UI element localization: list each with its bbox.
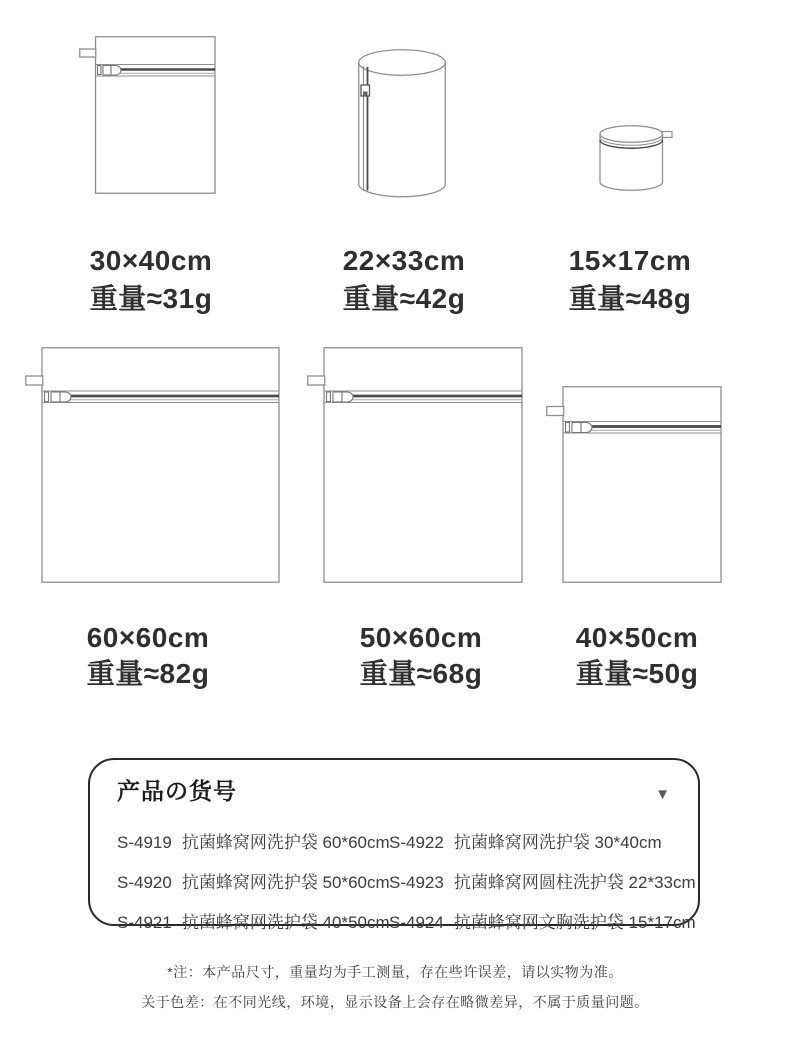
spec-60x60 bbox=[38, 620, 258, 692]
spec-size: 15×17cm bbox=[568, 245, 692, 276]
cylinder-top bbox=[359, 50, 446, 76]
bag-bra-cylinder-drawing bbox=[598, 124, 676, 194]
sku-code: S-4921 bbox=[117, 912, 172, 932]
sku-code: S-4920 bbox=[117, 872, 172, 892]
spec-size: 22×33cm bbox=[342, 245, 466, 276]
spec-weight: 重量≈82g bbox=[86, 658, 210, 689]
sku-code: S-4923 bbox=[389, 872, 444, 892]
bag-30x40-drawing bbox=[79, 36, 216, 194]
sku-item bbox=[117, 828, 389, 853]
spec-weight: 重量≈50g bbox=[575, 658, 699, 689]
spec-15x17 bbox=[520, 242, 740, 318]
sku-list bbox=[117, 820, 696, 940]
bag-body bbox=[324, 348, 522, 583]
sku-item bbox=[117, 908, 389, 933]
hang-tab bbox=[26, 376, 43, 385]
spec-size: 30×40cm bbox=[89, 245, 213, 276]
bag-body bbox=[563, 387, 721, 583]
bag-50x60-drawing bbox=[307, 347, 523, 583]
cylinder-top bbox=[600, 126, 663, 143]
sku-code: S-4922 bbox=[389, 832, 444, 852]
spec-22x33 bbox=[294, 242, 514, 318]
sku-name: 抗菌蜂窝网洗护袋 40*50cm bbox=[181, 912, 390, 932]
spec-size: 40×50cm bbox=[575, 622, 699, 653]
spec-weight: 重量≈68g bbox=[359, 658, 483, 689]
dropdown-triangle-icon: ▼ bbox=[655, 786, 670, 803]
spec-size: 50×60cm bbox=[359, 622, 483, 653]
sku-item bbox=[117, 868, 389, 893]
bag-cylinder-drawing bbox=[356, 49, 448, 199]
spec-size: 60×60cm bbox=[86, 622, 210, 653]
sku-code: S-4924 bbox=[389, 912, 444, 932]
sku-item bbox=[389, 868, 696, 893]
sku-box-title: 产品の货号 bbox=[117, 778, 237, 804]
note-measurement: *注：本产品尺寸，重量均为手工测量，存在些许误差，请以实物为准。 bbox=[167, 964, 623, 980]
spec-50x60 bbox=[311, 620, 531, 692]
spec-weight: 重量≈31g bbox=[89, 283, 213, 314]
note-color-difference: 关于色差：在不同光线，环境，显示设备上会存在略微差异，不属于质量问题。 bbox=[141, 994, 649, 1010]
sku-name: 抗菌蜂窝网圆柱洗护袋 22*33cm bbox=[453, 872, 696, 892]
sku-name: 抗菌蜂窝网文胸洗护袋 15*17cm bbox=[453, 912, 696, 932]
bag-body bbox=[96, 37, 216, 194]
sku-name: 抗菌蜂窝网洗护袋 50*60cm bbox=[181, 872, 390, 892]
bag-40x50-drawing bbox=[546, 386, 722, 583]
zipper-pull-icon bbox=[111, 66, 121, 76]
hang-tab bbox=[547, 407, 564, 416]
spec-weight: 重量≈48g bbox=[568, 283, 692, 314]
spec-40x50 bbox=[527, 620, 747, 692]
spec-weight: 重量≈42g bbox=[342, 283, 466, 314]
sku-name: 抗菌蜂窝网洗护袋 30*40cm bbox=[453, 832, 662, 852]
sku-code: S-4919 bbox=[117, 832, 172, 852]
spec-30x40 bbox=[41, 242, 261, 318]
bag-60x60-drawing bbox=[25, 347, 280, 583]
zipper-pull-icon bbox=[581, 423, 592, 433]
sku-item bbox=[389, 828, 696, 853]
hang-tab bbox=[308, 376, 325, 385]
cylinder-body bbox=[359, 63, 446, 197]
zipper-pull-icon bbox=[60, 392, 71, 402]
bag-body bbox=[42, 348, 279, 583]
sku-box bbox=[88, 758, 700, 932]
hang-tab bbox=[80, 49, 96, 57]
zipper-pull-icon bbox=[342, 392, 353, 402]
sku-name: 抗菌蜂窝网洗护袋 60*60cm bbox=[181, 832, 390, 852]
sku-item bbox=[389, 908, 696, 933]
